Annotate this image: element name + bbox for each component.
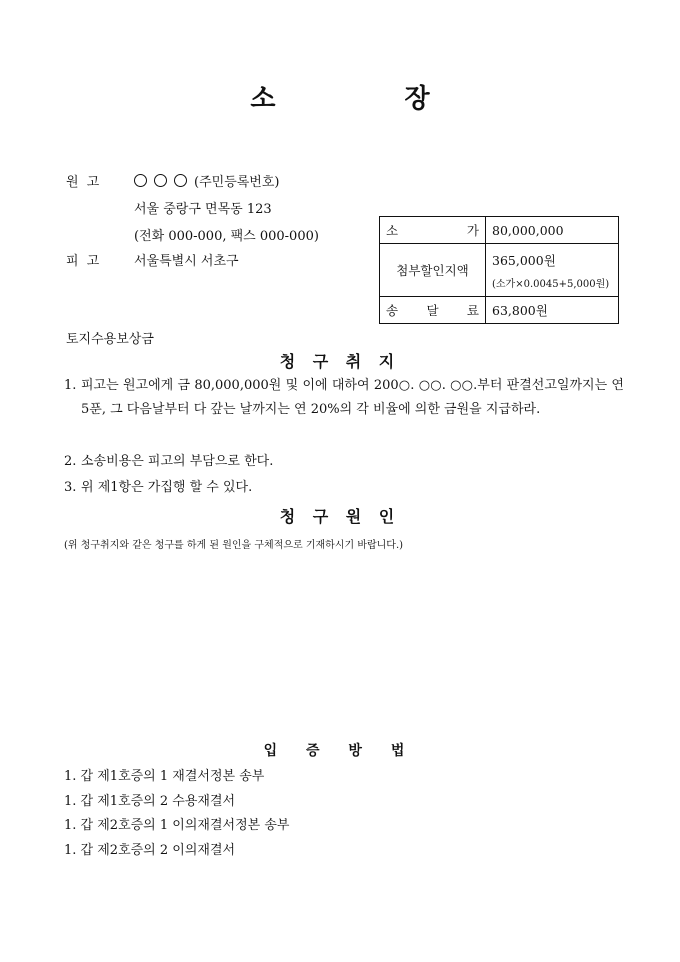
- item-text: 소송비용은 피고의 부담으로 한다.: [81, 454, 274, 469]
- fee-value-cell: [486, 244, 619, 297]
- item-number: 1.: [64, 818, 77, 833]
- claim-purpose-item: [64, 450, 624, 474]
- fee-value: 80,000,000: [486, 217, 619, 244]
- placeholder-circle-icon: [174, 174, 187, 187]
- claim-cause-note: (위 청구취지와 같은 청구를 하게 된 원인을 구체적으로 기재하시기 바랍니다.): [64, 540, 404, 551]
- fee-table: [379, 216, 619, 324]
- defendant-address: 서울특별시 서초구: [134, 254, 239, 269]
- item-number: 3.: [64, 480, 77, 495]
- placeholder-circle-icon: [134, 174, 147, 187]
- evidence-item: [64, 765, 264, 784]
- item-text: 위 제1항은 가집행 할 수 있다.: [81, 480, 253, 495]
- item-number: 1.: [64, 378, 77, 393]
- evidence-heading: 입 증 방 법: [263, 743, 417, 759]
- document-title: 소 장: [250, 84, 490, 114]
- fee-value: 63,800원: [486, 297, 619, 324]
- claim-purpose-item: [64, 374, 624, 422]
- fee-label: 송 달 료: [380, 297, 486, 324]
- item-text: 갑 제1호증의 1 재결서정본 송부: [80, 769, 265, 784]
- item-number: 2.: [64, 454, 77, 469]
- plaintiff-name-suffix: (주민등록번호): [194, 175, 280, 190]
- fee-label: 첨부할인지액: [380, 244, 486, 297]
- fee-label: 소 가: [380, 217, 486, 244]
- plaintiff-name: [134, 171, 280, 190]
- claim-purpose-heading: 청 구 취 지: [279, 352, 401, 371]
- claim-cause-heading: 청 구 원 인: [279, 507, 401, 526]
- fee-row: [380, 217, 619, 244]
- plaintiff-address: 서울 중랑구 면목동 123: [134, 202, 272, 217]
- fee-row: [380, 244, 619, 297]
- item-number: 1.: [64, 769, 77, 784]
- item-text: 피고는 원고에게 금 80,000,000원 및 이에 대하여 200○. ○○. ○○.부터 판결선고일까지는 연 5푼, 그 다음날부터 다 갚는 날까지는 연 20%의 각 비율에 의한 금원을 지급하라.: [81, 378, 624, 417]
- item-number: 1.: [64, 794, 77, 809]
- item-text: 갑 제1호증의 2 수용재결서: [80, 794, 236, 809]
- claim-purpose-item: [64, 476, 624, 500]
- evidence-item: [64, 839, 235, 858]
- case-name: 토지수용보상금: [66, 332, 154, 347]
- defendant-label: 피 고: [66, 254, 102, 269]
- placeholder-circle-icon: [154, 174, 167, 187]
- evidence-item: [64, 814, 289, 833]
- item-number: 1.: [64, 843, 77, 858]
- plaintiff-label: 원 고: [66, 175, 102, 190]
- item-text: 갑 제2호증의 1 이의재결서정본 송부: [80, 818, 290, 833]
- item-text: 갑 제2호증의 2 이의재결서: [80, 843, 236, 858]
- fee-row: [380, 297, 619, 324]
- fee-formula: (소가×0.0045+5,000원): [492, 278, 610, 290]
- plaintiff-contact: (전화 000-000, 팩스 000-000): [134, 229, 319, 244]
- evidence-item: [64, 790, 235, 809]
- fee-value: 365,000원: [492, 252, 556, 268]
